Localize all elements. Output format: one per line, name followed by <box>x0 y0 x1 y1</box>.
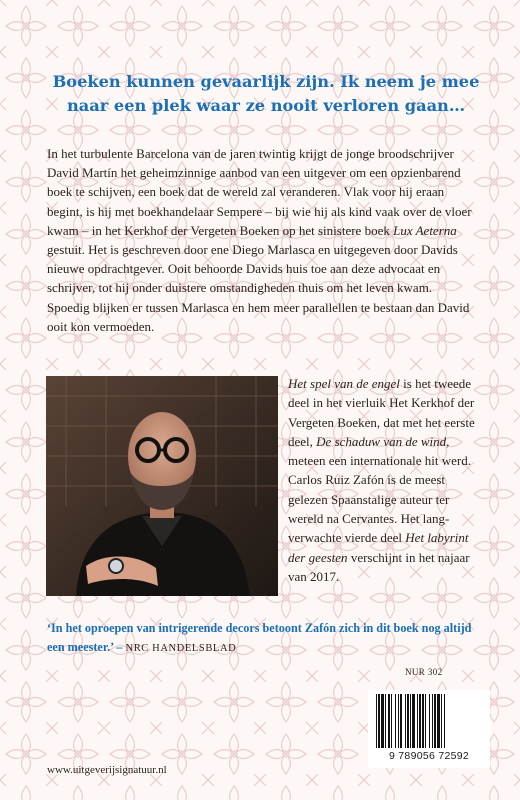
synopsis <box>47 144 477 336</box>
quote-source: NRC HANDELSBLAD <box>125 643 237 654</box>
author-note-part-3: verschijnt in het najaar van 2017. <box>288 549 470 584</box>
author-note <box>288 374 480 586</box>
book-title-labyrint: Het labyrint der geesten <box>288 530 469 565</box>
nur-code: NUR 302 <box>405 667 443 677</box>
quote-dash: – <box>113 640 126 654</box>
tagline: Boeken kunnen gevaarlijk zijn. Ik neem je mee naar een plek waar ze nooit verloren gaan… <box>52 72 480 115</box>
author-note-part-1: is het tweede deel in het vierluik Het Kerkhof der Vergeten Boeken, dat met het eerste deel, <box>288 376 475 449</box>
press-quote <box>47 619 487 658</box>
synopsis-part-1: In het turbulente Barcelona van de jaren twintig krijgt de jonge broodschrijver David Martín het geheimzinnige aanbod van een uitgever om een opzienbarend boek te schijven, een boek dat de wereld zal veranderen. Vlak voor hij eraan begint, is hij met boekhandelaar Sempere – bij wie hij als kind vaak over de vloer kwam – in het Kerkhof der Vergeten Boeken op het sinistere boek <box>47 146 472 238</box>
publisher-url[interactable]: www.uitgeverijsignatuur.nl <box>47 764 167 776</box>
book-title-schaduw: De schaduw van de wind <box>316 433 447 449</box>
author-photo <box>46 376 278 596</box>
book-title-spel: Het spel van de engel <box>288 376 400 391</box>
barcode <box>368 690 490 768</box>
synopsis-part-2: gestuit. Het is geschreven door ene Diego Marlasca en uitgegeven door Davids nieuwe opdrachtgever. Ooit behoorde Davids huis toe aan deze advocaat en schrijver, tot hij onder duistere omstandigheden thuis om het leven kwam. Spoedig blijken er tussen Marlasca en hem meer parallellen te bestaan dan David ooit kon vermoeden. <box>47 242 470 334</box>
author-note-part-2: , meteen een internationale hit werd. Carlos Ruiz Zafón is de meest gelezen Spaanstalige auteur ter wereld na Cervantes. Het langverwachte vierde deel <box>288 433 472 546</box>
book-title-lux-aeterna: Lux Aeterna <box>393 222 457 238</box>
quote-text: ‘In het oproepen van intrigerende decors betoont Zafón zich in dit boek nog altijd een meester.’ <box>47 621 472 654</box>
isbn-number: 9 789056 72592 <box>388 750 470 762</box>
barcode-icon <box>372 694 486 750</box>
